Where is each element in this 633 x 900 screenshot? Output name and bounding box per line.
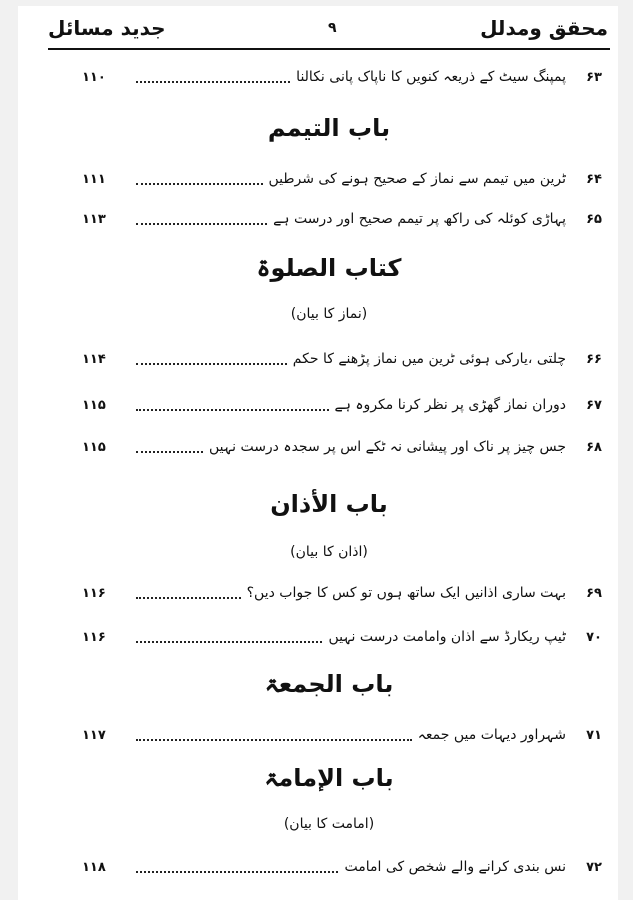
entry-title: چلتی ،یارکی ہوئی ٹرین میں نماز پڑھنے کا حکم [292,351,566,367]
entry-page: ۱۱۵ [82,439,106,455]
dot-leader [136,739,412,741]
entry-number: ۷۲ [586,859,602,875]
entry-title: جس چیز پر ناک اور پیشانی نہ ٹکے اس پر سجدہ درست نہیں [209,439,566,455]
dot-leader [136,451,203,453]
toc-entry [82,206,602,232]
toc-entry [82,722,602,748]
entry-page: ۱۱۸ [82,859,106,875]
entry-title: پہاڑی کوئلہ کی راکھ پر تیمم صحیح اور درست ہے [273,211,566,227]
section-heading: باب الجمعۃ [264,670,394,698]
entry-page: ۱۱۷ [82,727,106,743]
dot-leader [136,597,241,599]
entry-page: ۱۱۶ [82,629,106,645]
header-book-title-right: محقق ومدلل [480,16,608,40]
dot-leader [136,409,329,411]
toc-entry [82,624,602,650]
entry-page: ۱۱۴ [82,351,106,367]
entry-number: ۶۸ [586,439,602,455]
section-heading: کتاب الصلوۃ [256,254,402,282]
toc-entry [82,854,602,880]
entry-number: ۶۹ [586,585,602,601]
section-heading: باب التیمم [267,114,391,142]
entry-number: ۶۳ [586,69,602,85]
header-page-number: ۹ [328,20,337,36]
entry-page: ۱۱۶ [82,585,106,601]
entry-page: ۱۱۵ [82,397,106,413]
entry-title: ٹیپ ریکارڈ سے اذان وامامت درست نہیں [328,629,566,645]
dot-leader [136,223,267,225]
dot-leader [136,183,263,185]
page-header [48,14,608,48]
entry-number: ۶۵ [586,211,602,227]
entry-number: ۶۶ [586,351,602,367]
section-heading: باب الإمامۃ [264,764,394,792]
header-rule [48,48,610,50]
entry-number: ۶۴ [586,171,602,187]
entry-title: نس بندی کرانے والے شخص کی امامت [344,859,566,875]
entry-page: ۱۱۳ [82,211,106,227]
entry-number: ۶۷ [586,397,602,413]
entry-page: ۱۱۰ [82,69,106,85]
toc-entry [82,346,602,372]
entry-number: ۷۰ [586,629,602,645]
section-subheading: (نماز کا بیان) [290,306,368,322]
toc-entry [82,64,602,90]
toc-entry [82,166,602,192]
section-subheading: (امامت کا بیان) [283,816,375,832]
dot-leader [136,363,287,365]
entry-page: ۱۱۱ [82,171,106,187]
section-heading: باب الأذان [270,490,388,518]
header-book-title-left: جدید مسائل [48,16,166,40]
entry-title: شہراور دیہات میں جمعہ [417,727,566,743]
entry-title: پمپنگ سیٹ کے ذریعہ کنویں کا ناپاک پانی نکالنا [296,69,566,85]
document-page [18,6,618,900]
toc-entry [82,434,602,460]
section-subheading: (اذان کا بیان) [290,544,368,560]
entry-title: بہت ساری اذانیں ایک ساتھ ہوں تو کس کا جواب دیں؟ [246,585,566,601]
dot-leader [136,641,322,643]
toc-entry [82,580,602,606]
dot-leader [136,81,290,83]
entry-title: ٹرین میں تیمم سے نماز کے صحیح ہونے کی شرطیں [268,171,566,187]
entry-number: ۷۱ [586,727,602,743]
dot-leader [136,871,338,873]
entry-title: دوران نماز گھڑی پر نظر کرنا مکروہ ہے [334,397,566,413]
toc-entry [82,392,602,418]
